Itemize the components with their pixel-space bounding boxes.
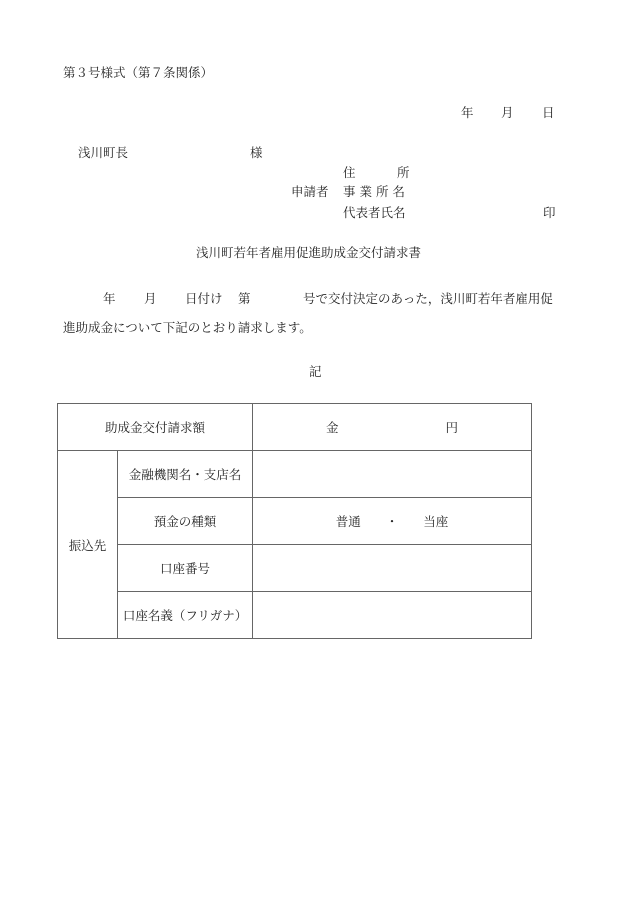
row-label-deposit-type: 預金の種類 [118,498,253,545]
amount-prefix: 金 [326,420,339,435]
date-month: 月 [501,105,514,120]
body-day: 日付け [185,291,223,306]
table-row [58,451,532,498]
request-table [57,403,532,639]
table-row [58,592,532,639]
amount-label: 助成金交付請求額 [58,404,253,451]
addressee-name: 浅川町長 [78,145,129,160]
body-month: 月 [144,291,157,306]
ki-heading: 記 [309,364,322,379]
applicant-label: 申請者 [291,184,329,199]
account-number-field[interactable] [253,545,532,592]
body-line1-rest: 号で交付決定のあった，浅川町若年者雇用促 [303,291,553,306]
address-label-2: 所 [397,165,410,180]
address-label-1: 住 [343,165,356,180]
row-label-bank: 金融機関名・支店名 [118,451,253,498]
date-day: 日 [542,105,555,120]
amount-suffix: 円 [445,420,459,435]
business-name-label: 事 業 所 名 [343,184,405,199]
amount-row [58,404,532,451]
row-label-account-number: 口座番号 [118,545,253,592]
seal-mark: 印 [543,205,556,220]
body-line2: 進助成金について下記のとおり請求します。 [63,320,312,335]
addressee-honorific: 様 [250,145,263,160]
document-title: 浅川町若年者雇用促進助成金交付請求書 [196,245,422,260]
transfer-label: 振込先 [58,451,118,639]
body-dai: 第 [238,291,251,306]
table-row [58,545,532,592]
deposit-type-field[interactable]: 普通 ・ 当座 [253,498,532,545]
form-number: 第３号様式（第７条関係） [63,65,214,80]
body-year: 年 [103,291,116,306]
row-label-account-holder: 口座名義（フリガナ） [118,592,253,639]
amount-field[interactable] [253,404,532,451]
date-year: 年 [461,105,474,120]
representative-label: 代表者氏名 [343,205,406,220]
table-row [58,498,532,545]
bank-field[interactable] [253,451,532,498]
account-holder-field[interactable] [253,592,532,639]
